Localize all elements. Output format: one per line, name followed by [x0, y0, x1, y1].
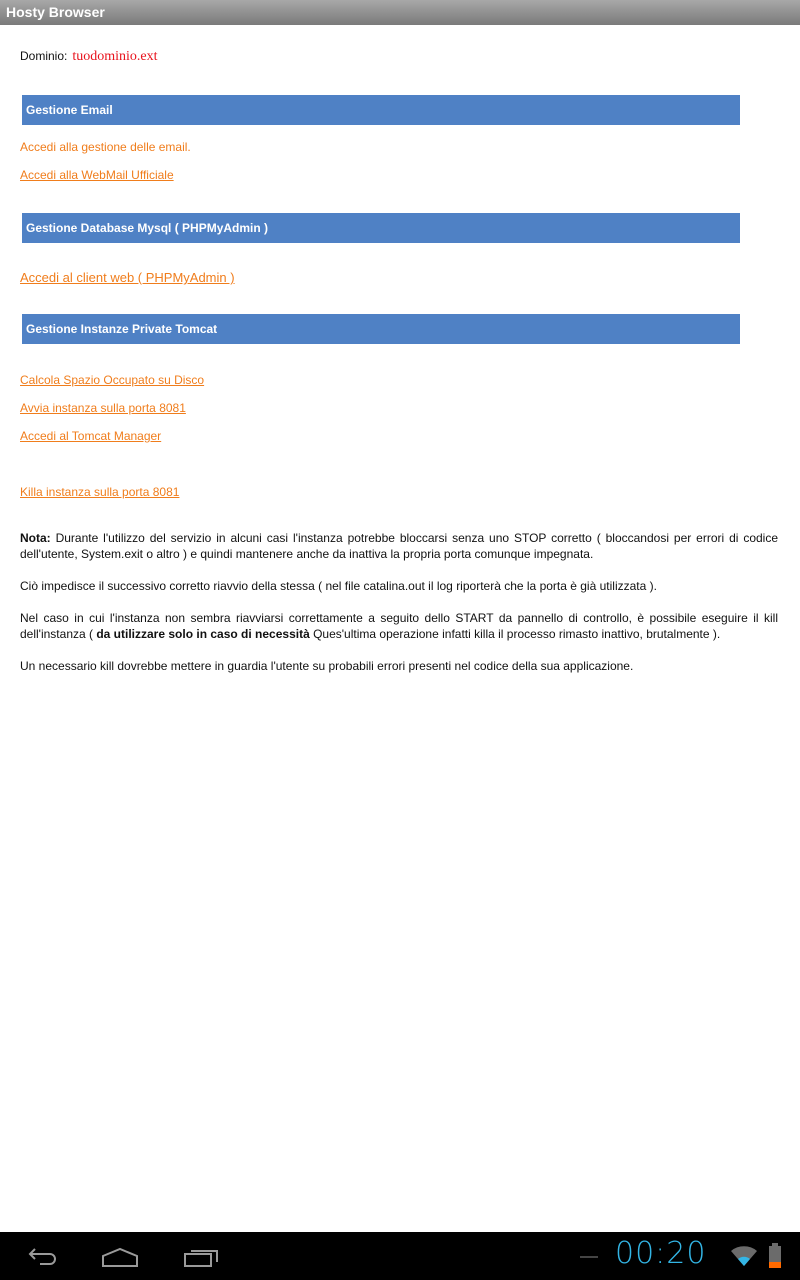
phpmyadmin-link[interactable]: Accedi al client web ( PHPMyAdmin ) [20, 270, 235, 285]
back-icon[interactable] [22, 1242, 58, 1270]
domain-label: Dominio: [20, 49, 68, 63]
section-header-email: Gestione Email [22, 95, 740, 125]
clock[interactable]: 00:20 [615, 1236, 707, 1271]
domain-row [20, 49, 158, 65]
email-management-text: Accedi alla gestione delle email. [20, 140, 191, 154]
kill-instance-link[interactable]: Killa instanza sulla porta 8081 [20, 485, 180, 499]
app-title-bar [0, 0, 800, 25]
wifi-icon [730, 1244, 758, 1273]
webmail-link[interactable]: Accedi alla WebMail Ufficiale [20, 168, 174, 182]
note-paragraph-1: Nota: Durante l'utilizzo del servizio in alcuni casi l'instanza potrebbe bloccarsi senza uno STOP corretto ( bloccandosi per errori di codice dell'utente, System.exit o altro ) e quindi mantenere anche da inattiva la propria porta comunque impegnata. [20, 531, 778, 561]
recent-apps-icon[interactable] [182, 1242, 220, 1270]
note-paragraph-4: Un necessario kill dovrebbe mettere in guardia l'utente su probabili errori presenti nel codice della sua applicazione. [20, 659, 634, 673]
note-paragraph-3: Nel caso in cui l'instanza non sembra riavviarsi correttamente a seguito dello START da pannello di controllo, è possibile eseguire il kill dell'instanza ( da utilizzare solo in caso di necessità Ques'ultima operazione infatti killa il processo rimasto inattivo, brutalmente ). [20, 611, 778, 641]
note-label: Nota: [20, 531, 51, 545]
domain-value: tuodominio.ext [72, 49, 158, 64]
note-warning: da utilizzare solo in caso di necessità [96, 627, 310, 641]
system-navigation-bar [0, 1232, 800, 1280]
battery-icon [767, 1242, 783, 1275]
start-instance-link[interactable]: Avvia instanza sulla porta 8081 [20, 401, 186, 415]
home-icon[interactable] [100, 1242, 140, 1270]
note-paragraph-2: Ciò impedisce il successivo corretto riavvio della stessa ( nel file catalina.out il log riporterà che la porta è già utilizzata ). [20, 579, 657, 593]
disk-space-link[interactable]: Calcola Spazio Occupato su Disco [20, 373, 205, 387]
notification-dash [580, 1256, 598, 1258]
section-header-tomcat: Gestione Instanze Private Tomcat [22, 314, 740, 344]
section-header-database: Gestione Database Mysql ( PHPMyAdmin ) [22, 213, 740, 243]
tomcat-manager-link[interactable]: Accedi al Tomcat Manager [20, 429, 162, 443]
app-title: Hosty Browser [6, 4, 105, 20]
note-block [20, 530, 778, 690]
